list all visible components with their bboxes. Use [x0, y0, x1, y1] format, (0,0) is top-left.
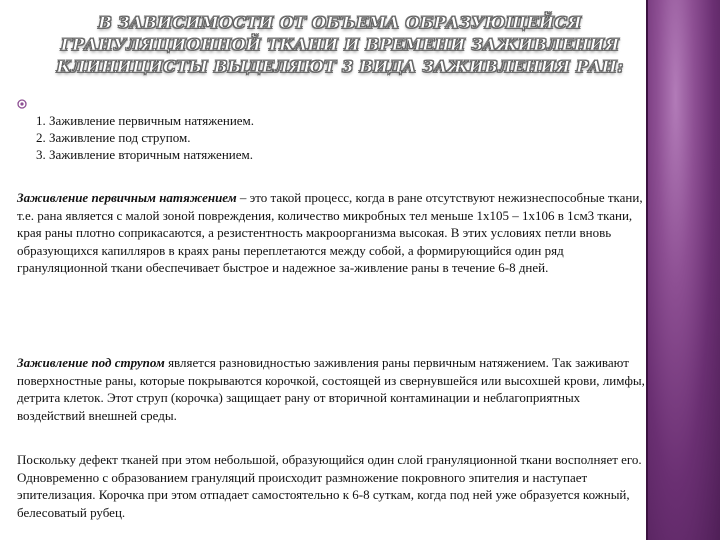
circle-dot-icon	[17, 99, 27, 109]
list-item: 3. Заживление вторичным натяжением.	[36, 147, 253, 162]
title-line-3: КЛИНИЦИСТЫ ВЫДЕЛЯЮТ 3 ВИДА ЗАЖИВЛЕНИЯ РАН:	[56, 57, 624, 76]
paragraph-text: Поскольку дефект тканей при этом небольшой, образующийся один слой грануляционной ткани восполняет его. Одновременно с образованием грануляций происходит размножение покровного эпителия и наступает эпителизация. Корочка при этом отпадает самостоятельно к 6-8 суткам, когда под ней уже образуется кожный, белесоватый рубец.	[17, 452, 642, 520]
paragraph-lead: Заживление первичным натяжением	[17, 190, 237, 205]
paragraph-text: – это такой процесс, когда в ране отсутствуют нежизнеспособные ткани, т.е. рана является с малой зоной повреждения, количество микробных тел меньше 1х105 – 1х106 в 1см3 ткани, края раны плотно соприкасаются, а резистентность макроорганизма высокая. В этих условиях петли вновь образующихся капилляров в краях раны переплетаются между собой, а формирующийся один ряд грануляционной ткани обеспечивает быстрое и надежное за-живление раны в течение 6-8 дней.	[17, 190, 643, 276]
paragraph-under-scab	[17, 354, 647, 424]
list-item: 1. Заживление первичным натяжением.	[36, 113, 255, 128]
decorative-sidebar	[646, 0, 720, 540]
paragraph-primary-intention	[17, 189, 647, 277]
healing-types-list	[36, 112, 596, 163]
list-item: 2. Заживление под струпом.	[36, 130, 191, 145]
slide-title	[20, 12, 660, 78]
paragraph-lead: Заживление под струпом	[17, 355, 165, 370]
title-line-1: В ЗАВИСИМОСТИ ОТ ОБЪЕМА ОБРАЗУЮЩЕЙСЯ	[98, 13, 582, 32]
paragraph-epithelization	[17, 451, 647, 521]
paragraph-text: является разновидностью заживления раны первичным натяжением. Так заживают поверхностные раны, которые покрываются корочкой, состоящей из свернувшейся или высохшей крови, лимфы, детрита клеток. Этот струп (корочка) защищает рану от вторичной контаминации и неблагоприятных воздействий внешней среды.	[17, 355, 645, 423]
title-line-2: ГРАНУЛЯЦИОННОЙ ТКАНИ И ВРЕМЕНИ ЗАЖИВЛЕНИЯ	[60, 35, 620, 54]
